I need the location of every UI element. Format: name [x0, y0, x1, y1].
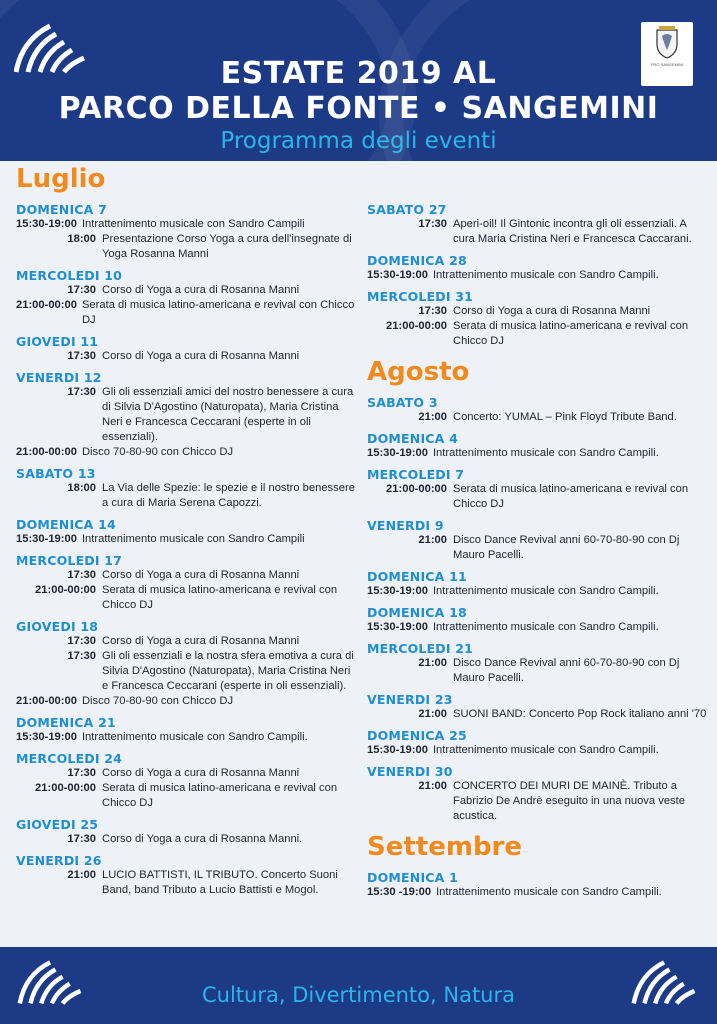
event-description: Gli oli essenziali amici del nostro benessere a cura di Silvia D'Agostino (Naturopata), Maria Cristina Neri e Francesca Ceccarani (esperte in oli essenziali).	[102, 386, 354, 443]
event-time: 21:00	[418, 657, 447, 669]
event-description: Corso di Yoga a cura di Rosanna Manni.	[102, 833, 303, 845]
event-time: 17:30	[418, 218, 447, 230]
event-description: Intrattenimento musicale con Sandro Campili.	[432, 744, 659, 756]
day-heading: DOMENICA 7	[16, 202, 107, 217]
event-description: Disco Dance Revival anni 60-70-80-90 con Dj Mauro Pacelli.	[453, 657, 680, 684]
event-time: 15:30-19:00	[367, 447, 428, 459]
title-line-1: ESTATE 2019 AL	[220, 56, 497, 91]
event-time: 17:30	[418, 305, 447, 317]
day-heading: GIOVEDI 25	[16, 817, 99, 832]
event-row	[367, 707, 707, 722]
day-heading: MERCOLEDI 17	[16, 553, 123, 568]
event-row	[16, 481, 356, 511]
event-row	[367, 656, 707, 686]
day-heading: DOMENICA 18	[367, 605, 467, 620]
day-heading: VENERDI 9	[367, 518, 444, 533]
event-row	[16, 730, 356, 745]
event-time: 21:00-00:00	[16, 446, 77, 458]
event-time: 17:30	[67, 350, 96, 362]
event-description: Intrattenimento musicale con Sandro Campili.	[432, 269, 659, 281]
event-time: 17:30	[67, 635, 96, 647]
event-row	[367, 620, 707, 635]
event-description: Intrattenimento musicale con Sandro Campili.	[432, 447, 659, 459]
day-heading: GIOVEDI 11	[16, 334, 99, 349]
day-heading: VENERDI 23	[367, 692, 453, 707]
event-time: 18:00	[67, 482, 96, 494]
day-heading: VENERDI 12	[16, 370, 102, 385]
event-row	[16, 532, 356, 547]
event-description: Intrattenimento musicale con Sandro Campili.	[81, 731, 308, 743]
event-time: 15:30-19:00	[367, 269, 428, 281]
event-time: 18:00	[67, 233, 96, 245]
event-time: 21:00-00:00	[35, 782, 96, 794]
day-heading: DOMENICA 14	[16, 517, 116, 532]
column-spacer	[367, 162, 707, 196]
event-row	[16, 349, 356, 364]
event-row	[16, 568, 356, 583]
crest-caption: PRO SANGEMINI	[650, 62, 684, 67]
day-heading: MERCOLEDI 10	[16, 268, 123, 283]
day-heading: VENERDI 26	[16, 853, 102, 868]
event-description: Corso di Yoga a cura di Rosanna Manni	[102, 635, 300, 647]
left-column	[16, 162, 356, 898]
event-row	[367, 743, 707, 758]
event-row	[367, 304, 707, 319]
event-row	[16, 298, 356, 328]
event-time: 15:30-19:00	[16, 731, 77, 743]
event-time: 21:00	[418, 411, 447, 423]
event-time: 21:00-00:00	[386, 483, 447, 495]
event-description: Serata di musica latino-americana e revival con Chicco DJ	[102, 584, 338, 611]
event-time: 21:00-00:00	[16, 299, 77, 311]
event-time: 21:00	[418, 780, 447, 792]
event-description: Intrattenimento musicale con Sandro Campili	[81, 218, 305, 230]
event-row	[16, 832, 356, 847]
event-description: Intrattenimento musicale con Sandro Campili.	[432, 621, 659, 633]
day-heading: DOMENICA 25	[367, 728, 467, 743]
month-heading-agosto: Agosto	[367, 357, 470, 387]
coat-of-arms-icon	[654, 26, 680, 60]
day-heading: MERCOLEDI 21	[367, 641, 474, 656]
day-heading: GIOVEDI 18	[16, 619, 99, 634]
event-description: Intrattenimento musicale con Sandro Campili.	[432, 585, 659, 597]
event-row	[16, 385, 356, 445]
event-row	[16, 868, 356, 898]
event-time: 21:00	[418, 534, 447, 546]
day-heading: SABATO 27	[367, 202, 447, 217]
event-description: Serata di musica latino-americana e revival con Chicco DJ	[81, 299, 355, 326]
event-row	[16, 766, 356, 781]
event-row	[16, 445, 356, 460]
event-row	[16, 694, 356, 709]
event-row	[16, 583, 356, 613]
event-time: 15:30-19:00	[16, 533, 77, 545]
event-description: LUCIO BATTISTI, IL TRIBUTO. Concerto Suoni Band, band Tributo a Lucio Battisti e Mogol.	[102, 869, 338, 896]
event-time: 17:30	[67, 569, 96, 581]
event-time: 21:00	[67, 869, 96, 881]
event-row	[367, 268, 707, 283]
event-description: Serata di musica latino-americana e revival con Chicco DJ	[102, 782, 338, 809]
event-time: 17:30	[67, 833, 96, 845]
event-row	[367, 446, 707, 461]
day-heading: MERCOLEDI 7	[367, 467, 465, 482]
event-time: 15:30-19:00	[16, 218, 77, 230]
event-description: Concerto: YUMAL – Pink Floyd Tribute Band.	[453, 411, 677, 423]
event-time: 21:00-00:00	[35, 584, 96, 596]
footer-banner	[0, 947, 717, 1024]
event-description: Corso di Yoga a cura di Rosanna Manni	[453, 305, 651, 317]
event-time: 21:00-00:00	[386, 320, 447, 332]
event-row	[16, 217, 356, 232]
event-time: 17:30	[67, 767, 96, 779]
municipal-crest	[641, 22, 693, 86]
event-description: Intrattenimento musicale con Sandro Campili	[81, 533, 305, 545]
event-time: 15:30-19:00	[367, 744, 428, 756]
footer-tagline: Cultura, Divertimento, Natura	[201, 983, 515, 1007]
day-heading: DOMENICA 28	[367, 253, 467, 268]
event-row	[16, 649, 356, 694]
event-time: 21:00	[418, 708, 447, 720]
event-description: Disco Dance Revival anni 60-70-80-90 con Dj Mauro Pacelli.	[453, 534, 680, 561]
event-time: 17:30	[67, 386, 96, 398]
event-row	[367, 319, 707, 349]
event-row	[16, 634, 356, 649]
event-description: Presentazione Corso Yoga a cura dell'insegnate di Yoga Rosanna Manni	[102, 233, 352, 260]
event-time: 15:30-19:00	[367, 585, 428, 597]
event-description: Corso di Yoga a cura di Rosanna Manni	[102, 284, 300, 296]
event-description: Intrattenimento musicale con Sandro Campili.	[436, 886, 662, 898]
day-heading: MERCOLEDI 24	[16, 751, 123, 766]
event-row	[16, 283, 356, 298]
header-banner	[0, 0, 717, 161]
event-description: Serata di musica latino-americana e revival con Chicco DJ	[453, 320, 689, 347]
event-time: 15:30 -19:00	[367, 886, 432, 898]
day-heading: DOMENICA 11	[367, 569, 467, 584]
event-time: 15:30-19:00	[367, 621, 428, 633]
event-row	[367, 885, 707, 900]
day-heading: DOMENICA 1	[367, 870, 458, 885]
right-column	[367, 162, 707, 900]
event-row	[16, 781, 356, 811]
day-heading: DOMENICA 4	[367, 431, 458, 446]
day-heading: SABATO 3	[367, 395, 438, 410]
day-heading: DOMENICA 21	[16, 715, 116, 730]
event-row	[367, 779, 707, 824]
event-row	[367, 410, 707, 425]
event-time: 17:30	[67, 284, 96, 296]
event-row	[367, 217, 707, 247]
event-description: Disco 70-80-90 con Chicco DJ	[81, 446, 234, 458]
event-row	[367, 584, 707, 599]
event-description: Disco 70-80-90 con Chicco DJ	[81, 695, 234, 707]
event-description: Gli oli essenziali e la nostra sfera emotiva a cura di Silvia D'Agostino (Naturopata), Maria Cristina Neri e Francesca Ceccarani (esperte in oli essenziali).	[102, 650, 354, 692]
event-description: Corso di Yoga a cura di Rosanna Manni	[102, 767, 300, 779]
event-description: SUONI BAND: Concerto Pop Rock italiano anni '70	[453, 708, 707, 720]
event-description: Aperi-oil! Il Gintonic incontra gli oli essenziali. A cura Maria Cristina Neri e Francesca Caccarani.	[453, 218, 692, 245]
event-row	[367, 482, 707, 512]
day-heading: VENERDI 30	[367, 764, 453, 779]
month-heading-luglio: Luglio	[16, 164, 106, 194]
event-description: La Via delle Spezie: le spezie e il nostro benessere a cura di Maria Serena Capozzi.	[102, 482, 355, 509]
event-row	[16, 232, 356, 262]
event-time: 21:00-00:00	[16, 695, 77, 707]
event-row	[367, 533, 707, 563]
month-heading-settembre: Settembre	[367, 832, 523, 862]
event-description: CONCERTO DEI MURI DE MAINÈ. Tributo a Fabrizio De Andrè eseguito in una nuova veste acustica.	[453, 780, 685, 822]
day-heading: MERCOLEDI 31	[367, 289, 474, 304]
day-heading: SABATO 13	[16, 466, 96, 481]
title-line-2: PARCO DELLA FONTE • SANGEMINI	[58, 91, 659, 126]
event-time: 17:30	[67, 650, 96, 662]
event-description: Corso di Yoga a cura di Rosanna Manni	[102, 569, 300, 581]
subtitle: Programma degli eventi	[220, 128, 497, 154]
event-description: Serata di musica latino-americana e revival con Chicco DJ	[453, 483, 689, 510]
event-description: Corso di Yoga a cura di Rosanna Manni	[102, 350, 300, 362]
